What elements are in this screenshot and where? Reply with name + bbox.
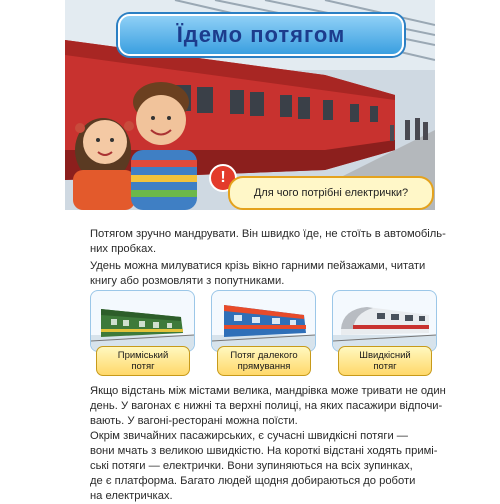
exclamation-icon: ! bbox=[209, 164, 237, 192]
high-speed-train-icon bbox=[333, 291, 436, 351]
suburban-train-icon bbox=[91, 291, 194, 351]
intro-paragraph-2: Удень можна милуватися крізь вікно гарними пейзажами, читати книгу або розмовляти з попутниками. bbox=[90, 260, 426, 287]
girl-figure bbox=[73, 118, 135, 210]
train-card-high-speed bbox=[332, 290, 437, 352]
train-card-suburban-label: Приміський потяг bbox=[96, 346, 190, 376]
train-types-row bbox=[90, 290, 435, 370]
train-card-long-distance-label: Потяг далекого прямування bbox=[217, 346, 311, 376]
paragraph-3: Якщо відстань між містами велика, мандрівка може тривати не один день. У вагонах є нижні та верхні полиці, на яких пасажири відпочи- вають. У вагоні-ресторані можна поїсти. bbox=[90, 385, 446, 427]
train-card-high-speed-label: Швидкісний потяг bbox=[338, 346, 432, 376]
page-title: Їдемо потягом bbox=[176, 22, 346, 47]
paragraph-4: Окрім звичайних пасажирських, є сучасні швидкісні потяги — вони мчать з великою швидкістю. На короткі відстані ходять примі- ські потяги — електрички. Вони зупиняються на всіх зупинках, де є платформа. Багато людей щодня добираються до роботи на електричках. bbox=[90, 430, 438, 502]
question-text: Для чого потрібні електрички? bbox=[253, 187, 409, 199]
long-distance-train-icon bbox=[212, 291, 315, 351]
page-title-banner bbox=[118, 14, 404, 56]
question-bubble bbox=[228, 176, 434, 210]
train-card-long-distance bbox=[211, 290, 316, 352]
intro-paragraph-1: Потягом зручно мандрувати. Він швидко їде, не стоїть в автомобіль- них пробках. bbox=[90, 228, 446, 255]
train-card-suburban bbox=[90, 290, 195, 352]
